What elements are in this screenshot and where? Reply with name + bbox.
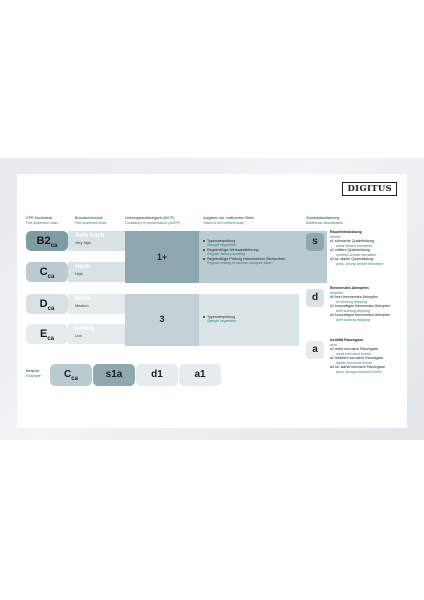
- header-tasks: Aufgaben der notifizierten Stelle Tasks of the notified body: [203, 216, 254, 225]
- header-class: CPR Euroklasse Fire protection class: [26, 216, 59, 225]
- digitus-logo: DIGITUS: [342, 182, 397, 196]
- level-label-very-high: Sehr hoch: [75, 233, 105, 239]
- tasks-list-upper: Typenuterprüfung Sample inspection Regelmäßige Werksaufsfehrung Regular factory auditing Regelmäßige Prüfung entnommener Stichproben Regular testing of random samples taken: [203, 239, 325, 265]
- example-class-pill: $C_{ca}$: [50, 364, 92, 386]
- additional-acid: Acidität Rauchgase acid a1 leicht korrosive Rauchgase weak corrosive fumes a2 leichtere korrosive Rauchgase lighter corrosive fumes a3 ss. starke korrosive Rauchgase poss. strong corrosive fumes: [330, 338, 386, 374]
- additional-letter-d: d: [306, 289, 324, 307]
- performance-value-lower: 3: [159, 314, 165, 324]
- example-droplets-pill: d1: [136, 364, 178, 386]
- level-label-low-en: Low: [75, 334, 82, 338]
- level-label-low: Gering: [75, 326, 95, 332]
- level-label-high: Hoch: [75, 264, 90, 270]
- class-pill-e: $E_{ca}$: [26, 324, 68, 344]
- task-item: Typenuterprüfung: [203, 239, 325, 243]
- class-pill-c: $C_{ca}$: [26, 262, 68, 282]
- example-acid-pill: a1: [179, 364, 221, 386]
- additional-smoke: Rauchentwicklung smoke s1 schwache Qualmbildung weak smoke formation s2 mittlere Qualmbildung medium smoke formation s3 ss. starke Qualmbildung poss. strong smoke formation: [330, 230, 384, 266]
- header-level: Brandschutzstufe Fire protection level: [75, 216, 107, 225]
- class-pill-d: $D_{ca}$: [26, 294, 68, 314]
- additional-letter-s: s: [306, 233, 324, 251]
- level-label-medium-en: Medium: [75, 304, 89, 308]
- level-label-very-high-en: Very high: [75, 241, 91, 245]
- header-additional: Zusatzklassifizierung Additional classification: [306, 216, 344, 225]
- task-item: Typenuterprüfung: [203, 315, 325, 319]
- header-performance: Leistungsbeständigkeit (AVCP) Constancy of performance (AVCP): [125, 216, 181, 225]
- additional-droplets: Brennendes Abtropfen droplets d0 kein brennendes Abtropfen no burning dripping d1 kurzzeitiges brennendes Abtropfen brief burning dripping d2 kurzzeitiges brennendes Abtropfen brief burning dripping: [330, 286, 391, 322]
- task-item: Regelmäßige Prüfung entnommener Stichproben: [203, 257, 325, 261]
- fire-classification-chart: [17, 174, 407, 428]
- task-item: Regelmäßige Werksaufsfehrung: [203, 248, 325, 252]
- level-label-high-en: High: [75, 272, 83, 276]
- example-smoke-pill: s1a: [93, 364, 135, 386]
- class-pill-b2: $B2_{ca}$: [26, 231, 68, 251]
- additional-letter-a: a: [306, 341, 324, 359]
- example-label: Beispiel Example: [26, 369, 41, 378]
- level-label-medium: Mittel: [75, 296, 91, 302]
- performance-value-upper: 1+: [156, 252, 168, 262]
- tasks-list-lower: Typenuterprüfung Sample inspection: [203, 315, 325, 324]
